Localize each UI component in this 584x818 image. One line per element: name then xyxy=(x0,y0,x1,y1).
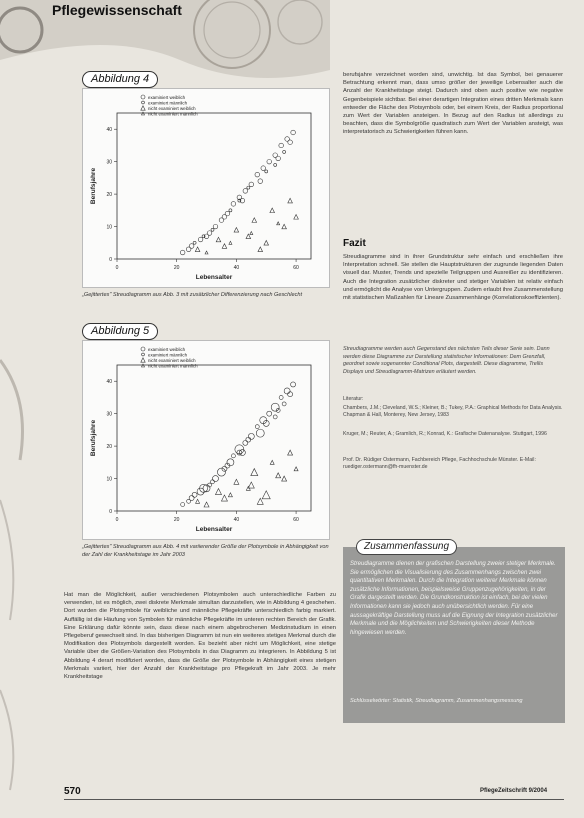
data-point xyxy=(288,392,293,397)
data-point xyxy=(279,143,284,148)
plot-frame xyxy=(117,365,311,511)
left-body-text: Hat man die Möglichkeit, außer verschiedenen Plotsymbolen auch unterschiedliche Farben zu verwenden, ist es möglich, zwei diskrete Merkmale simultan darzustellen, wie in Abbildung 4 geschehen. Dort wurden die Plotsymbole für weibliche und männliche Pflegekräfte unterschiedlich farbig markiert. Auffällig ist die Häufung von Symbolen für männliche Pflegekräfte im unteren rechten Bereich der Grafik. Eine Erklärung dafür könnte sein, dass diese nach einem abgebrochenen Medizinstudium in einen Pflegeberuf gewechselt sind. In das bisherigen Diagramm ist nun ein weiteres stetiges Merkmal durch die Modifikation des Plotsymbols dargestellt worden. Es bezieht aber nicht um Möglichkeit, eine stetige Variable über die Größen-Variation des Plotsymbols in das Diagramm zu integrieren. In Abbildung 5 ist Abbildung 4 derart modifiziert worden, dass die Größe der Plotsymbole in Abhängigkeit eines stetigen Merkmals variiert, hier der Anzahl der Krankheitstage pro Pflegekraft im Jahr 2003. Je mehr Krankheitstage xyxy=(64,592,336,681)
data-point xyxy=(257,498,263,504)
x-tick-label: 0 xyxy=(115,517,119,523)
data-point xyxy=(284,388,290,394)
data-point xyxy=(294,215,299,220)
figure-4-box xyxy=(82,88,330,288)
legend-label: nicht examiniert männlich xyxy=(148,363,198,369)
figure-4-label: Abbildung 4 xyxy=(82,71,158,88)
fazit-heading: Fazit xyxy=(343,238,366,249)
page-header xyxy=(8,0,308,34)
data-point xyxy=(204,502,209,507)
figure-5-box xyxy=(82,340,330,540)
legend-label: nicht examiniert weiblich xyxy=(148,105,196,111)
data-point xyxy=(288,450,293,455)
data-point xyxy=(246,437,251,442)
data-point xyxy=(202,235,205,238)
data-point xyxy=(265,170,268,173)
summary-label: Zusammenfassung xyxy=(356,539,457,555)
summary-text: Streudiagramme dienen der grafischen Darstellung zweier stetiger Merkmale. Sie ermöglichen die Visualisierung des Zusammenhangs zwischen zwei quantitativen Merkmalen. Durch die Integration weiterer Merkmale können zusätzliche Informationen, beispielsweise Gruppenzugehörigkeiten, in der Grafik dargestellt werden. Die Grundkonstruktion ist einfach, bei der vielen Informationen kann sie jedoch auch unübersichtlich werden. Für eine aussagekräftige Darstellung muss auf die Eignung der Integration zusätzlicher Merkmale und die Möglichkeiten und Schwierigkeiten dieser Methode hingewiesen werden. xyxy=(350,561,558,636)
figure-4-caption: „Gejittertes" Streudiagramm aus Abb. 3 mit zusätzlicher Differenzierung nach Geschlecht xyxy=(82,292,303,298)
data-point xyxy=(291,382,296,387)
data-point xyxy=(282,402,286,406)
data-point xyxy=(282,224,287,229)
data-point xyxy=(198,237,203,242)
literature-heading: Literatur: xyxy=(343,396,364,402)
y-axis-label: Berufsjahre xyxy=(90,419,97,457)
plot-frame xyxy=(117,113,311,259)
data-point xyxy=(231,454,235,458)
x-tick-label: 60 xyxy=(293,265,299,271)
data-point xyxy=(283,150,286,153)
data-point xyxy=(267,159,272,164)
data-point xyxy=(276,473,281,478)
x-tick-label: 0 xyxy=(115,265,119,271)
x-tick-label: 20 xyxy=(173,265,180,271)
data-point xyxy=(213,224,218,229)
y-tick-label: 30 xyxy=(106,411,112,418)
y-tick-label: 40 xyxy=(106,127,112,134)
data-point xyxy=(276,156,281,161)
data-point xyxy=(256,429,264,437)
author-info: Prof. Dr. Rüdiger Ostermann, Fachbereich Pflege, Fachhochschule Münster. E-Mail: ruediger.ostermann@fh-muenster.de xyxy=(343,457,536,471)
x-tick-label: 40 xyxy=(233,265,240,271)
page-number: 570 xyxy=(64,786,81,797)
legend-label: examiniert männlich xyxy=(148,100,188,106)
data-point xyxy=(274,163,277,166)
data-point xyxy=(196,499,200,503)
literature-item-1: Chambers, J.M.; Cleveland, W.S.; Kleiner, B.; Tukey, P.A.: Graphical Methods for Data Analysis. Chapman & Hall, Monterey, New Jersey, 1983 xyxy=(343,405,563,419)
data-point xyxy=(252,218,257,223)
y-tick-label: 20 xyxy=(106,192,112,199)
data-point xyxy=(248,482,254,488)
footer-rule xyxy=(64,799,564,800)
figure-4-scatter-chart xyxy=(83,89,329,287)
legend-marker xyxy=(141,347,145,351)
x-axis-label: Lebensalter xyxy=(195,274,233,281)
magazine-issue: PflegeZeitschrift 9/2004 xyxy=(480,788,548,794)
data-point xyxy=(276,408,280,412)
legend-label: examiniert männlich xyxy=(148,352,188,358)
x-tick-label: 40 xyxy=(233,517,240,523)
legend-marker xyxy=(142,112,145,115)
series-note: Streudiagramme werden auch Gegenstand des nächsten Teils dieser Serie sein. Dann werden diese Diagramme zur Darstellung statistischer Informationen: Dem Grenzfall, geordnet sowie sogenannter Conditional Plots, dargestellt. Diese diagramme, Trellis Displays und Streudiagramm-Matrizen erläutert werden. xyxy=(343,346,550,375)
data-point xyxy=(227,459,234,466)
data-point xyxy=(211,480,215,484)
legend-marker xyxy=(141,95,145,99)
data-point xyxy=(267,411,272,416)
data-point xyxy=(248,433,254,439)
data-point xyxy=(273,415,277,419)
data-point xyxy=(180,250,185,255)
summary-keywords: Schlüsselwörter: Statistik, Streudiagramm, Zusammenhangsmessung xyxy=(350,698,523,704)
fazit-text: Streudiagramme sind in ihrer Grundstruktur sehr einfach und erschließen ihre Interpretation schnell. Sie stellen die Hauptstrukturen der zugrunde liegenden Daten visuell dar. Muster, Trends und spezielle Teilgruppen und Ausreißer zu identifizieren. Auch die Integration zusätzlicher diskreter und stetiger Variablen ist relativ einfach und ermöglicht die Analyse von Untergruppen. Zudem erlaubt ihre Zusammenstellung mit statistischen Maßzahlen für Lineare Zusammenhänge (Korrelationskoeffizienten). xyxy=(343,254,563,302)
y-tick-label: 0 xyxy=(109,509,112,515)
x-axis-label: Lebensalter xyxy=(195,526,233,533)
data-point xyxy=(234,228,239,233)
x-tick-label: 20 xyxy=(173,517,180,523)
data-point xyxy=(282,476,287,481)
x-tick-label: 60 xyxy=(293,517,299,523)
data-point xyxy=(262,491,270,499)
data-point xyxy=(193,241,196,244)
legend-marker xyxy=(141,358,145,362)
legend-label: examiniert weiblich xyxy=(148,346,186,352)
data-point xyxy=(291,130,296,135)
figure-5-caption: „Gejittertes" Streudiagramm aus Abb. 4 mit variierender Größe der Plotsymbole in Abhängigkeit von der Zahl der Krankheitstage im Jahr 2003 xyxy=(82,544,329,558)
legend-label: nicht examiniert männlich xyxy=(148,111,198,117)
data-point xyxy=(222,244,227,249)
legend-label: examiniert weiblich xyxy=(148,94,186,100)
data-point xyxy=(279,395,283,399)
data-point xyxy=(277,222,280,225)
figure-5-label: Abbildung 5 xyxy=(82,323,158,340)
legend-marker xyxy=(142,364,145,367)
y-tick-label: 30 xyxy=(106,159,112,166)
y-tick-label: 10 xyxy=(106,224,112,231)
y-tick-label: 10 xyxy=(106,476,112,483)
data-point xyxy=(255,172,260,177)
data-point xyxy=(294,467,298,471)
data-point xyxy=(221,495,227,501)
data-point xyxy=(243,440,248,445)
data-point xyxy=(258,247,263,252)
data-point xyxy=(228,493,232,497)
data-point xyxy=(250,232,253,235)
data-point xyxy=(216,237,221,242)
data-point xyxy=(187,499,191,503)
data-point xyxy=(229,241,232,244)
right-intro-text: berufsjahre verzeichnet worden sind, unwichtig. Ist das Symbol, bei genauerer Betrachtung erkennt man, dass umso größer der jeweilige Lebensalter auch die Anzahl der Krankheitstage steigt. Dadurch sind oben auch positive wie negative Gegenbeispiele sichtbar. Bei einer derartigen Integration eines dritten Merkmals kann entweder die Fläche des Plotsymbols oder, bei einem Kreis, der Radius proportional zum Wert der Variablen ansteigen. In Bezug auf den Radius ist allerdings zu beachten, dass die Symbolgröße quadratisch zum Wert der Variablen ansteigt, was interpretatorisch zu Schwierigkeiten führen kann. xyxy=(343,72,563,136)
legend-marker xyxy=(142,353,145,356)
y-tick-label: 40 xyxy=(106,379,112,386)
data-point xyxy=(258,179,263,184)
data-point xyxy=(205,251,208,254)
legend-marker xyxy=(142,101,145,104)
data-point xyxy=(212,476,218,482)
y-tick-label: 0 xyxy=(109,257,112,263)
data-point xyxy=(288,198,293,203)
data-point xyxy=(181,503,185,507)
figure-5-scatter-chart xyxy=(83,341,329,539)
section-heading: Pflegewissenschaft xyxy=(52,2,182,18)
data-point xyxy=(247,186,250,189)
data-point xyxy=(270,208,275,213)
y-axis-label: Berufsjahre xyxy=(90,167,97,205)
data-point xyxy=(251,469,258,476)
data-point xyxy=(217,468,225,476)
data-point xyxy=(222,215,227,220)
legend-marker xyxy=(141,106,145,110)
data-point xyxy=(234,479,239,484)
data-point xyxy=(270,460,274,464)
data-point xyxy=(229,209,232,212)
data-point xyxy=(195,247,200,252)
data-point xyxy=(215,489,221,495)
data-point xyxy=(264,240,269,245)
data-point xyxy=(271,403,279,411)
data-point xyxy=(231,202,236,207)
data-point xyxy=(261,166,266,171)
data-point xyxy=(249,182,254,187)
data-point xyxy=(243,189,248,194)
data-point xyxy=(222,466,227,471)
data-point xyxy=(192,492,197,497)
y-tick-label: 20 xyxy=(106,444,112,451)
literature-item-2: Kruger, M.; Reuter, A.; Gramlich, R.; Konrad, K.: Grafische Datenanalyse. Stuttgart, 1996 xyxy=(343,431,547,437)
data-point xyxy=(288,140,293,145)
data-point xyxy=(186,247,191,252)
data-point xyxy=(255,425,259,429)
legend-label: nicht examiniert weiblich xyxy=(148,357,196,363)
data-point xyxy=(211,228,214,231)
